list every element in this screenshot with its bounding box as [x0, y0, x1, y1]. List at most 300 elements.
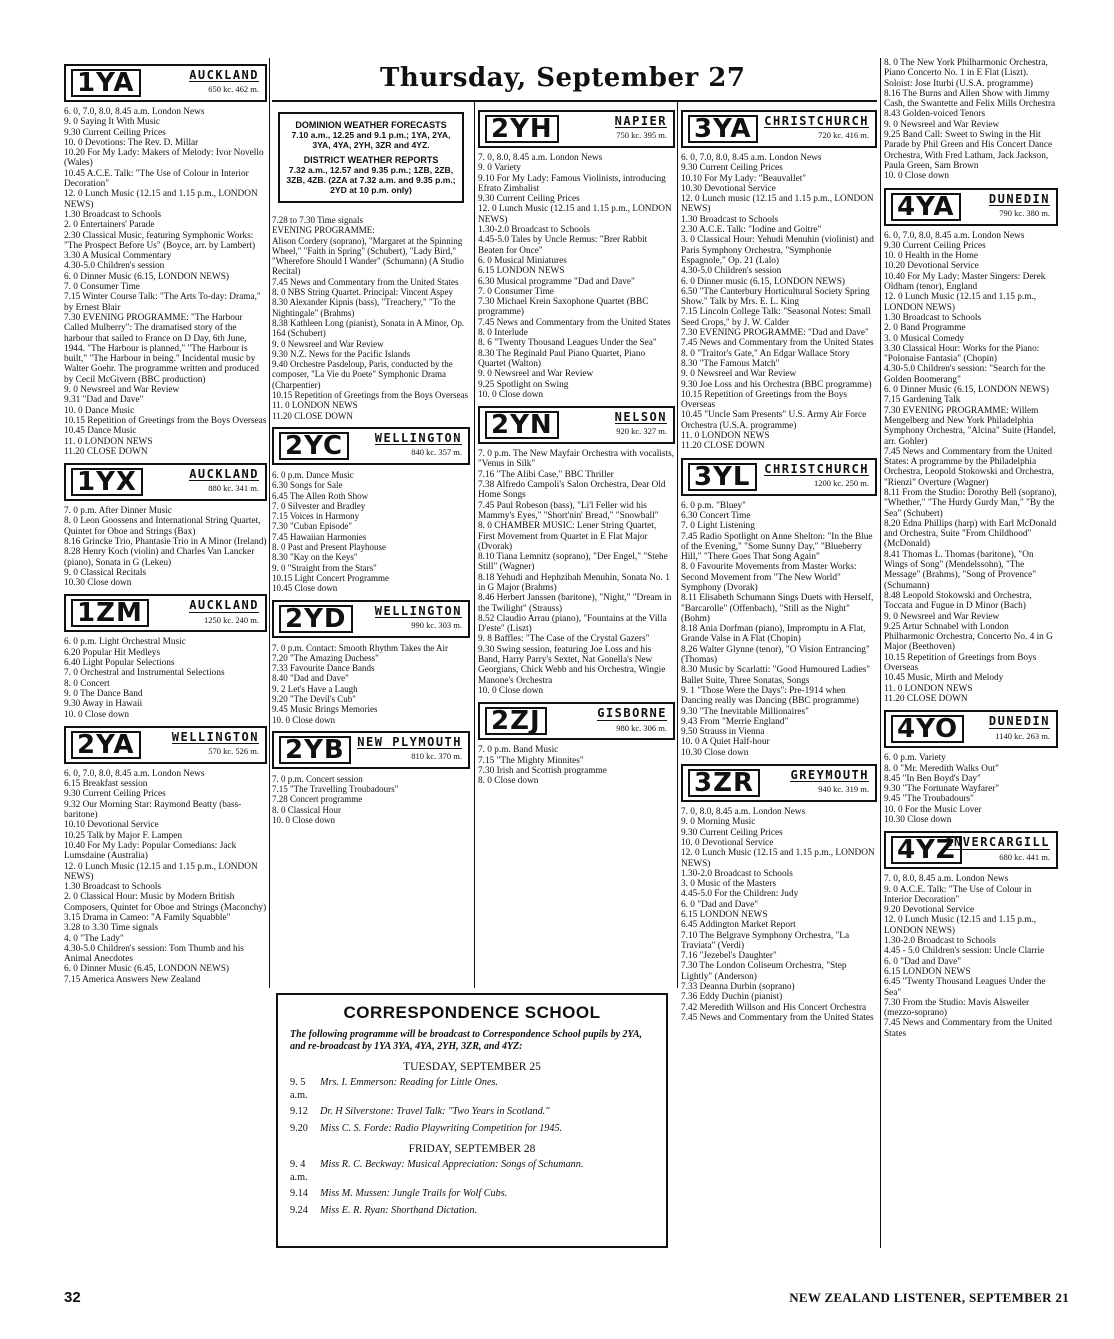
schedule-entry: 8.52 Claudio Arrau (piano), "Fountains at the Villa D'este" (Liszt): [478, 613, 667, 635]
schedule-entry: 9.20 "The Devil's Cub": [272, 693, 356, 704]
station-city: DUNEDIN: [988, 714, 1050, 729]
schedule-entry: 8. 0 "Traitor's Gate," An Edgar Wallace Story: [681, 348, 850, 359]
correspondence-intro: The following programme will be broadcast to Correspondence School pupils by 2YA, and re-broadcast by 1YA 3YA, 4YA, 2YH, 3ZR, and 4YZ:: [290, 1029, 643, 1052]
schedule-entry: 6.30 Songs for Sale: [272, 480, 343, 491]
schedule-entry: 7. 0 p.m. Concert session: [272, 773, 363, 784]
schedule-entry: 10.15 Repetition of Greetings from the Boys Overseas: [681, 389, 848, 411]
correspondence-item: [290, 1077, 654, 1102]
correspondence-time: 9.20: [290, 1122, 308, 1134]
schedule-entry: 9. 0 The Dance Band: [64, 688, 143, 699]
station-callsign: 2YD: [279, 605, 353, 633]
schedule-entry: 9.20 Devotional Service: [884, 905, 975, 916]
schedule-entry: 9. 0 Classical Recitals: [64, 567, 147, 578]
station-header: [681, 110, 877, 148]
schedule-entry: Alison Cordery (soprano), "Margaret at the Spinning Wheel," "Faith in Spring" (Schubert), "Lady Bird," "Wherefore Should I Wander" (Schumann) (A Studio Recital): [272, 235, 464, 277]
schedule-entry: 11. 0 LONDON NEWS: [884, 683, 973, 694]
schedule-entry: 4.30-5.0 Children's session: [681, 266, 782, 277]
station-city: NAPIER: [614, 114, 667, 128]
schedule-entry: 6. 0 Musical Miniatures: [478, 255, 567, 266]
schedule-entry: 9.45 Music Brings Memories: [272, 704, 378, 715]
schedule-entry: 1.30-2.0 Broadcast to Schools: [884, 936, 996, 947]
correspondence-text: Miss R. C. Beckway: Musical Appreciation: Songs of Schumann.: [320, 1159, 584, 1170]
page-number: 32: [64, 1289, 81, 1306]
schedule-entry: 9.30 Current Ceiling Prices: [681, 827, 783, 838]
station-city: WELLINGTON: [171, 729, 259, 744]
schedule-entry: 11.20 CLOSE DOWN: [884, 693, 968, 704]
schedule-entry: 7.30 "Cuban Episode": [272, 521, 353, 532]
schedule-entry: 8.41 Thomas L. Thomas (baritone), "On Wings of Song" (Mendelssohn), "The Message" (Brahms), "Song of Provence" (Schumann): [884, 549, 1037, 591]
schedule-entry: 8. 0 Classical Hour: [272, 804, 341, 815]
station-city: AUCKLAND: [189, 467, 259, 482]
station-info: [615, 412, 667, 437]
station-header: [64, 726, 267, 764]
station-city: NELSON: [614, 410, 667, 425]
correspondence-text: Miss E. R. Ryan: Shorthand Dictation.: [320, 1204, 478, 1216]
schedule-entry: 7. 0, 8.0, 8.45 a.m. London News: [681, 807, 806, 818]
schedule-entry: 8.30 "The Famous Match": [681, 358, 780, 369]
schedule-entry: 9.30 Current Ceiling Prices: [478, 194, 580, 205]
schedule-entry: 6.40 Light Popular Selections: [64, 658, 175, 669]
schedule-entry: 7.30 EVENING PROGRAMME: "The Harbour Called Mulberry": The dramatised story of the harbour that sailed to France on D Day, 6th June, 1944. "The Harbour is planned," "The Harbour is built," "The Harbour in being." Incidental music by Walter Goehr. The programme written and produced by Cecil McGivern (BBC production): [64, 312, 260, 385]
station-callsign: 1ZM: [71, 599, 149, 627]
station-header: [884, 710, 1058, 748]
station-frequency: 680 kc. 441 m.: [999, 851, 1050, 862]
station-frequency: 1140 kc. 263 m.: [995, 730, 1050, 741]
schedule-entry: 6. 0 p.m. Light Orchestral Music: [64, 637, 186, 648]
schedule-entry: 6. 0, 7.0, 8.0, 8.45 a.m. London News: [64, 768, 205, 779]
schedule-entry: 6.15 LONDON NEWS: [478, 266, 565, 277]
schedule-entry: 10. 0 Close down: [272, 815, 335, 826]
schedule-entry: 7.42 Meredith Willson and His Concert Orchestra: [681, 1002, 867, 1013]
page-header: [272, 55, 872, 97]
schedule-entry: 10. 0 Close down: [478, 685, 544, 696]
station-info: [615, 116, 667, 141]
schedule-entry: 11.20 CLOSE DOWN: [681, 441, 765, 452]
schedule-entry: 10. 0 A Quiet Half-hour: [681, 737, 770, 748]
schedule-entry: 7.15 Lincoln College Talk: "Seasonal Notes: Small Seed Crops," by J. W. Calder: [681, 307, 871, 328]
schedule-entry: 10. 0 Close down: [884, 171, 950, 182]
schedule-entry: 7.30 Irish and Scottish programme: [478, 765, 607, 776]
station-callsign: 4YO: [891, 715, 964, 743]
schedule-entry: 6. 0, 7.0, 8.0, 8.45 a.m. London News: [64, 107, 205, 117]
schedule-entry: 9.45 "The Troubadours": [884, 794, 974, 805]
correspondence-list: [290, 1077, 654, 1135]
schedule-entry: 12. 0 Lunch Music (12.15 and 1.15 p.m., LONDON NEWS): [681, 848, 875, 869]
schedule-entry: 12. 0 Lunch Music (12.15 and 1.15 p.m., LONDON NEWS): [478, 204, 672, 225]
schedule-entry: 7.15 Voices in Harmony: [272, 511, 360, 522]
schedule-entry: 9.30 Away in Hawaii: [64, 699, 143, 710]
schedule-entry: 6. 0 Dinner music (6.15, LONDON NEWS): [681, 276, 845, 287]
schedule-entry: 9.43 From "Merrie England": [681, 716, 789, 727]
station-frequency: 1250 kc. 240 m.: [203, 614, 259, 625]
schedule-entry: 10.10 For My Lady: "Beauvallet": [681, 173, 807, 184]
station-header: [272, 731, 470, 769]
schedule-entry: 6.45 "Twenty Thousand Leagues Under the Sea": [884, 977, 1046, 998]
schedule-entry: 9. 0 Variety: [478, 163, 521, 174]
schedule-entry: 9.32 Our Morning Star: Raymond Beatty (bass-baritone): [64, 799, 242, 821]
correspondence-text: Dr. H Silverstone: Travel Talk: "Two Years in Scotland.": [320, 1106, 550, 1117]
schedule-entry: 12. 0 Lunch music (12.15 and 1.15 p.m., LONDON NEWS): [681, 194, 874, 215]
station-frequency: 840 kc. 357 m.: [411, 447, 462, 458]
schedule-entry: 8. 0 Favourite Movements from Master Works: Second Movement from "The New World" Symphony (Dvorak): [681, 562, 857, 593]
schedule-entry: 9. 0 Newsreel and War Review: [884, 119, 1000, 130]
schedule-entry: 10. 0 Close down: [272, 714, 335, 725]
schedule-entry: 7. 0 Light Listening: [681, 521, 755, 532]
station-frequency: 570 kc. 526 m.: [208, 746, 259, 757]
schedule-entry: 7.45 News and Commentary from the United States: [272, 276, 459, 287]
schedule-entry: 6.30 Concert Time: [681, 510, 751, 521]
schedule-entry: 3.15 Drama in Cameo: "A Family Squabble": [64, 913, 231, 923]
schedule-entry: 9.10 For My Lady: Famous Violinists, introducing Efrato Zimbalist: [478, 173, 666, 194]
station-frequency: 650 kc. 462 m.: [208, 84, 259, 95]
station-header: [64, 594, 267, 632]
schedule-entry: 7.28 Concert programme: [272, 794, 363, 805]
correspondence-time: 9.14: [290, 1188, 308, 1199]
schedule-entry: 12. 0 Lunch Music (12.15 and 1.15 p.m., LONDON NEWS): [64, 189, 258, 210]
correspondence-item: [290, 1123, 654, 1136]
schedule-entry: 7.30 From the Studio: Mavis Alsweiler (mezzo-soprano): [884, 997, 1030, 1019]
schedule-entry: 9. 0 A.C.E. Talk: "The Use of Colour in Interior Decoration": [884, 884, 1032, 905]
station-callsign: 3YL: [688, 463, 757, 491]
station-info: [189, 600, 259, 625]
schedule-entry: 7.30 EVENING PROGRAMME: "Dad and Dave": [681, 328, 869, 339]
schedule-entry: 7.45 Paul Robeson (bass), "Li'l Feller wid his Mammy's Eyes," "Short'nin' Bread," "Snowball": [478, 500, 659, 521]
station-header: [884, 188, 1058, 226]
station-city: WELLINGTON: [374, 603, 462, 618]
station-info: [945, 837, 1050, 862]
column-rule: [269, 58, 270, 988]
station-callsign: 2YA: [71, 731, 141, 759]
station-header: [64, 463, 267, 501]
station-info: [764, 461, 869, 489]
schedule-entry: 7.28 to 7.30 Time signals: [272, 215, 364, 225]
weather-text: 7.32 a.m., 12.57 and 9.35 p.m.; 1ZB, 2ZB, 3ZB, 4ZB. (2ZA at 7.32 a.m. and 9.35 p.m.; 2YD at 10 p.m. only): [286, 165, 456, 195]
schedule-entry: 8.40 "Dad and Dave": [272, 673, 349, 684]
schedule-entry: 4.45-5.0 For the Children: Judy: [681, 889, 799, 900]
schedule-entry: 7. 0 p.m. Band Music: [478, 745, 559, 756]
station-info: [374, 430, 462, 458]
schedule-entry: 3.28 to 3.30 Time signals: [64, 923, 159, 934]
schedule-entry: 6.15 LONDON NEWS: [884, 966, 971, 977]
schedule-entry: 6.15 Breakfast session: [64, 779, 148, 790]
schedule-entry: 8.11 Elisabeth Schumann Sings Duets with Herself, "Barcarolle" (Offenbach), "Still as the Night" (Bohm): [681, 593, 874, 624]
station-header: [272, 427, 470, 465]
schedule-entry: 9.30 Swing session, featuring Joe Loss and his Band, Harry Parry's Sextet, Nat Gonella's New Georgians, Chick Webb and his Orchestra, Wingie Manone's Orchestra: [478, 644, 666, 686]
schedule-entry: 7.33 Deanna Durbin (soprano): [681, 982, 795, 993]
schedule-entry: 3. 0 Musical Comedy: [884, 333, 965, 344]
schedule-entry: 10.15 Light Concert Programme: [272, 572, 389, 583]
schedule-entry: 6. 0 Dinner Music (6.15, LONDON NEWS): [64, 271, 229, 282]
correspondence-time: 9. 5 a.m.: [290, 1077, 308, 1101]
schedule-entry: 10. 0 Health in the Home: [884, 251, 978, 262]
schedule-entry: 11.20 CLOSE DOWN: [64, 446, 148, 457]
schedule-entry: 7. 0 Consumer Time: [478, 286, 554, 297]
station-frequency: 990 kc. 303 m.: [411, 619, 462, 630]
publication-footer: NEW ZEALAND LISTENER, SEPTEMBER 21: [789, 1290, 1069, 1305]
weather-heading: DISTRICT WEATHER REPORTS: [303, 155, 439, 165]
schedule-entry: 6.15 LONDON NEWS: [681, 910, 768, 920]
schedule-entry: 6.45 The Allen Roth Show: [272, 490, 369, 501]
station-callsign: 2YB: [279, 736, 351, 764]
station-info: [374, 603, 462, 631]
schedule-entry: 6. 0 p.m. Variety: [884, 753, 946, 764]
weather-heading: DOMINION WEATHER FORECASTS: [295, 120, 447, 130]
station-info: [171, 729, 259, 757]
schedule-entry: 7.30 Michael Krein Saxophone Quartet (BBC programme): [478, 297, 649, 318]
weather-box: [278, 112, 464, 203]
station-callsign: 1YA: [71, 69, 141, 97]
station-info: [357, 734, 462, 762]
schedule-entry: 9. 0 Newsreel and War Review: [681, 369, 797, 380]
schedule-entry: 8. 0 "Mr. Meredith Walks Out": [884, 763, 999, 774]
schedule-entry: 10.40 For My Lady: Popular Comedians: Jack Lumsdaine (Australia): [64, 840, 237, 862]
schedule-entry: 8.16 Grincke Trio, Phantasie Trio in A Minor (Ireland): [64, 536, 267, 547]
schedule-entry: 9.30 Current Ceiling Prices: [884, 240, 986, 251]
schedule-entry: 7.45 News and Commentary from the United States: [681, 338, 874, 349]
schedule-entry: 7. 0, 8.0, 8.45 a.m. London News: [884, 874, 1009, 885]
schedule-entry: 6. 0 p.m. "Bluey": [681, 500, 746, 511]
station-callsign: 3ZR: [688, 769, 760, 797]
station-frequency: 940 kc. 319 m.: [818, 784, 869, 795]
station-frequency: 880 kc. 341 m.: [208, 483, 259, 494]
column-1: [64, 58, 267, 985]
schedule-entry: 7. 0 Silvester and Bradley: [272, 500, 366, 511]
schedule-entry: 8. 0 Close down: [478, 776, 539, 787]
schedule-entry: 7.45 News and Commentary from the United States: [884, 1018, 1053, 1039]
column-rule: [880, 58, 881, 1248]
page-title: Thursday, September 27: [380, 63, 746, 93]
schedule-entry: 10. 0 Devotions: The Rev. D. Millar: [64, 137, 199, 148]
correspondence-item: [290, 1188, 654, 1201]
schedule-entry: 9.30 "The Inevitable Millionaires": [681, 706, 809, 717]
schedule-entry: 1.30 Broadcast to Schools: [681, 214, 779, 225]
schedule-entry: 8.11 From the Studio: Dorothy Bell (soprano), "Whether," "The Hurdy Gurdy Man," "By the Sea" (Schubert): [884, 487, 1057, 519]
correspondence-text: Miss M. Mussen: Jungle Trails for Wolf Cubs.: [320, 1188, 508, 1199]
schedule-entry: 2. 0 Entertainers' Parade: [64, 220, 155, 231]
station-city: GREYMOUTH: [790, 768, 869, 783]
schedule-entry: 8.20 Edna Phillips (harp) with Earl McDonald and Orchestra, Suite "From Childhood" (McDonald): [884, 518, 1057, 550]
schedule-entry: 4.45 - 5.0 Children's session: Uncle Clarrie: [884, 946, 1045, 957]
schedule-entry: 8.18 Ania Dorfman (piano), Impromptu in A Flat, Grande Valse in A Flat (Chopin): [681, 624, 866, 645]
correspondence-text: Mrs. I. Emmerson: Reading for Little Ones.: [320, 1077, 498, 1088]
column-2: [272, 112, 470, 825]
schedule-entry: 10. 0 Close down: [478, 389, 544, 400]
schedule-entry: 6.50 "The Canterbury Horticultural Society Spring Show." Talk by Mrs. E. L. King: [681, 286, 870, 308]
schedule-entry: 6. 0 p.m. Dance Music: [272, 469, 354, 480]
schedule-entry: 6.30 Musical programme "Dad and Dave": [478, 276, 635, 287]
schedule-entry: 9. 8 Baffles: "The Case of the Crystal Gazers": [478, 634, 650, 645]
schedule-entry: 7.15 Gardening Talk: [884, 395, 961, 406]
schedule-entry: 8.26 Walter Glynne (tenor), "O Vision Entrancing" (Thomas): [681, 644, 870, 666]
schedule-entry: 7. 0 p.m. The New Mayfair Orchestra with vocalists, "Venus in Silk": [478, 449, 675, 470]
schedule-entry: 3. 0 Classical Hour: Yehudi Menuhin (violinist) and Paris Symphony Orchestra, "Symphonie Espagnole," Op. 21 (Lalo): [681, 235, 874, 266]
schedule-entry: 9.30 Joe Loss and his Orchestra (BBC programme): [681, 379, 872, 390]
schedule-entry: 8.48 Leopold Stokowski and Orchestra, Toccata and Fugue in D Minor (Bach): [884, 590, 1032, 612]
schedule-entry: 10.15 Repetition of Greetings from Boys Overseas: [884, 652, 1037, 674]
station-callsign: 2ZJ: [485, 707, 547, 735]
schedule-entry: 3. 0 Music of the Masters: [681, 879, 777, 890]
schedule-entry: 7.30 The London Coliseum Orchestra, "Step Lightly" (Anderson): [681, 961, 847, 982]
schedule-entry: 9. 0 "Straight from the Stars": [272, 562, 377, 573]
correspondence-day: TUESDAY, SEPTEMBER 25: [403, 1061, 541, 1073]
station-frequency: 720 kc. 416 m.: [818, 130, 869, 141]
schedule-entry: 10.45 Close down: [272, 583, 338, 594]
schedule-entry: 2.30 A.C.E. Talk: "Iodine and Goitre": [681, 225, 822, 236]
schedule-entry: 9. 2 Let's Have a Laugh: [272, 683, 358, 694]
schedule-entry: 6. 0, 7.0, 8.0, 8.45 a.m. London News: [884, 230, 1025, 241]
station-frequency: 750 kc. 395 m.: [616, 130, 667, 141]
schedule-entry: EVENING PROGRAMME:: [272, 225, 375, 236]
schedule-entry: 9. 0 Saying It With Music: [64, 117, 161, 128]
schedule-entry: 2. 0 Classical Hour: Music by Modern British Composers, Quintet for Oboe and Strings (Maconchy): [64, 892, 267, 913]
schedule-entry: 8.30 "Kay on the Keys": [272, 552, 358, 563]
station-city: AUCKLAND: [189, 68, 259, 82]
schedule-entry: 9.30 Current Ceiling Prices: [681, 163, 783, 174]
schedule-entry: 11. 0 LONDON NEWS: [272, 400, 358, 411]
correspondence-item: [290, 1205, 654, 1218]
schedule-entry: 8. 0 Past and Present Playhouse: [272, 542, 386, 553]
station-callsign: 2YN: [485, 411, 559, 439]
schedule-entry: 10.40 For My Lady: Master Singers: Derek Oldham (tenor), England: [884, 271, 1046, 293]
station-city: CHRISTCHURCH: [764, 114, 869, 128]
station-info: [989, 716, 1050, 741]
correspondence-item: [290, 1159, 654, 1184]
schedule-entry: 10. 0 For the Music Lover: [884, 804, 982, 815]
station-city: DUNEDIN: [988, 191, 1050, 206]
station-header: [272, 600, 470, 638]
station-header: [478, 406, 675, 444]
station-callsign: 2YH: [485, 115, 559, 143]
schedule-entry: 7.20 "The Amazing Duchess": [272, 652, 379, 663]
schedule-entry: 7. 0 p.m. Contact: Smooth Rhythm Takes the Air: [272, 642, 448, 653]
correspondence-school-box: [276, 993, 668, 1248]
schedule-entry: 7.16 "The Alibi Case," BBC Thriller: [478, 469, 614, 480]
correspondence-text: Miss C. S. Forde: Radio Playwriting Competition for 1945.: [320, 1122, 563, 1134]
schedule-entry: 8.38 Kathleen Long (pianist), Sonata in A Minor, Op. 164 (Schubert): [272, 317, 465, 339]
schedule-entry: 9. 0 Newsreel and War Review: [64, 385, 180, 396]
station-frequency: 810 kc. 370 m.: [411, 751, 462, 762]
schedule-entry: 9.25 Spotlight on Swing: [478, 379, 569, 390]
schedule-entry: 12. 0 Lunch Music (12.15 and 1.15 p.m., LONDON NEWS): [884, 292, 1037, 313]
schedule-entry: 9. 0 Newsreel and War Review: [272, 338, 384, 349]
schedule-entry: 4. 0 "The Lady": [64, 933, 124, 944]
schedule-entry: 8. 0 NBS String Quartet. Principal: Vincent Aspey: [272, 287, 454, 298]
station-city: WELLINGTON: [374, 430, 462, 445]
station-frequency: 920 kc. 327 m.: [616, 426, 667, 437]
schedule-entry: 7.15 America Answers New Zealand: [64, 974, 201, 985]
schedule-entry: 8. 0 The New York Philharmonic Orchestra, Piano Concerto No. 1 in E Flat (Liszt). Soloist: Jose Iturbi (U.S.A. programme): [884, 58, 1048, 89]
station-callsign: 4YZ: [891, 836, 962, 864]
station-info: [189, 70, 259, 95]
schedule-entry: 8. 6 "Twenty Thousand Leagues Under the Sea": [478, 338, 657, 349]
station-header: [884, 831, 1058, 869]
station-callsign: 2YC: [279, 432, 349, 460]
schedule-entry: 10.45 Dance Music: [64, 426, 137, 437]
schedule-entry: 10. 0 Close down: [64, 709, 130, 720]
schedule-entry: 8.18 Yehudi and Hephzibah Menuhin, Sonata No. 1 in G Major (Brahms): [478, 572, 670, 593]
schedule-entry: 1.30 Broadcast to Schools: [64, 209, 162, 220]
schedule-entry: 8.45 "In Ben Boyd's Day": [884, 773, 981, 784]
schedule-entry: 6. 0 Dinner Music (6.15, LONDON NEWS): [884, 385, 1049, 396]
station-frequency: 980 kc. 306 m.: [616, 722, 667, 733]
schedule-entry: 8.28 Henry Koch (violin) and Charles Van Lancker (piano), Sonata in G (Lekeu): [64, 547, 255, 568]
correspondence-day: FRIDAY, SEPTEMBER 28: [408, 1143, 536, 1155]
schedule-entry: 10.20 Devotional Service: [884, 261, 979, 272]
station-city: GISBORNE: [597, 706, 667, 721]
schedule-entry: 7.45 Hawaiian Harmonies: [272, 531, 367, 542]
schedule-entry: 3.30 A Musical Commentary: [64, 251, 172, 262]
station-city: NEW PLYMOUTH: [357, 734, 462, 749]
column-rule: [474, 100, 475, 988]
schedule-entry: 7. 0 Consumer Time: [64, 282, 140, 293]
schedule-entry: 6. 0, 7.0, 8.0, 8.45 a.m. London News: [681, 153, 822, 163]
schedule-entry: 7.15 "The Mighty Minnites": [478, 755, 584, 766]
schedule-entry: 1.30 Broadcast to Schools: [884, 312, 982, 323]
station-info: [790, 770, 869, 795]
station-header: [478, 702, 675, 740]
schedule-entry: 8.43 Golden-voiced Tenors: [884, 109, 986, 120]
schedule-entry: 2. 0 Band Programme: [884, 323, 966, 334]
station-header: [478, 110, 675, 148]
schedule-entry: 12. 0 Lunch Music (12.15 and 1.15 p.m., LONDON NEWS): [884, 915, 1037, 936]
schedule-entry: 7.15 Winter Course Talk: "The Arts To-day: Drama," by Ernest Blair: [64, 292, 261, 313]
schedule-entry: 8. 0 Interlude: [478, 328, 528, 339]
station-city: INVERCARGILL: [945, 835, 1050, 850]
station-info: [189, 469, 259, 494]
schedule-entry: 6.20 Popular Hit Medleys: [64, 647, 161, 658]
schedule-entry: 4.30-5.0 Children's session: [64, 261, 165, 272]
schedule-entry: 7.45 Radio Spotlight on Anne Shelton: "In the Blue of the Evening," "Some Sunny Day," "Blueberry Hill," "There Goes That Song Again": [681, 531, 873, 563]
schedule-entry: 7.15 "The Travelling Troubadours": [272, 784, 399, 795]
station-city: AUCKLAND: [189, 598, 259, 613]
schedule-entry: 10.15 Repetition of Greetings from the Boys Overseas: [272, 390, 468, 401]
correspondence-time: 9.24: [290, 1204, 308, 1216]
station-callsign: 4YA: [891, 193, 961, 221]
schedule-entry: 7.10 The Belgrave Symphony Orchestra, "La Traviata" (Verdi): [681, 930, 850, 951]
station-header: [681, 764, 877, 802]
column-rule: [677, 100, 678, 988]
station-city: CHRISTCHURCH: [764, 461, 869, 476]
schedule-entry: 10. 0 Dance Music: [64, 405, 135, 416]
schedule-entry: 8.10 Tiana Lemnitz (soprano), "Der Engel," "Stehe Still" (Wagner): [478, 552, 668, 573]
schedule-entry: 6. 0 "Dad and Dave": [884, 956, 962, 967]
schedule-entry: 10.45 A.C.E. Talk: "The Use of Colour in Interior Decoration": [64, 168, 249, 190]
schedule-entry: 9.40 Orchestre Pasdeloup, Paris, conducted by the composer, "La Vie du Poete" Symphonic Drama (Charpentier): [272, 359, 453, 390]
schedule-entry: 7. 0 p.m. After Dinner Music: [64, 506, 172, 517]
schedule-entry: 4.30-5.0 Children's session: Tom Thumb and his Animal Anecdotes: [64, 943, 244, 965]
schedule-entry: 6. 0 "Dad and Dave": [681, 899, 759, 910]
schedule-entry: 7.36 Eddy Duchin (pianist): [681, 992, 783, 1003]
schedule-entry: 12. 0 Lunch Music (12.15 and 1.15 p.m., LONDON NEWS): [64, 861, 258, 882]
header-rule: [272, 100, 877, 102]
schedule-entry: 1.30 Broadcast to Schools: [64, 882, 162, 893]
schedule-entry: 8.16 The Burns and Allen Show with Jimmy Cash, the Swantette and Felix Mills Orchestra: [884, 88, 1056, 110]
schedule-entry: 10.15 Repetition of Greetings from the Boys Overseas: [64, 415, 267, 426]
column-2-programme: [272, 215, 470, 825]
correspondence-item: [290, 1106, 654, 1119]
schedule-entry: 9.30 Current Ceiling Prices: [64, 789, 166, 800]
schedule-entry: 8.46 Herbert Janssen (baritone), "Night," "Dream in the Twilight" (Strauss): [478, 593, 672, 614]
column-3: [478, 104, 675, 786]
schedule-entry: 10. 0 Devotional Service: [681, 837, 774, 848]
schedule-entry: 9.25 Band Call: Sweet to Swing in the Hit Parade by Phil Green and His Concert Dance Orchestra, With Fred Latham, Jack Jackson, Paula Green, Sam Brown: [884, 130, 1053, 171]
station-header: [681, 458, 877, 496]
schedule-entry: 9.30 Current Ceiling Prices: [64, 127, 166, 138]
schedule-entry: 11. 0 LONDON NEWS: [681, 431, 770, 442]
weather-text: 7.10 a.m., 12.25 and 9.1 p.m.; 1YA, 2YA, 3YA, 4YA, 2YH, 3ZR and 4YZ.: [291, 130, 451, 150]
schedule-entry: 8. 0 Concert: [64, 678, 110, 689]
schedule-entry: 10.20 For My Lady: Makers of Melody: Ivor Novello (Wales): [64, 148, 264, 169]
